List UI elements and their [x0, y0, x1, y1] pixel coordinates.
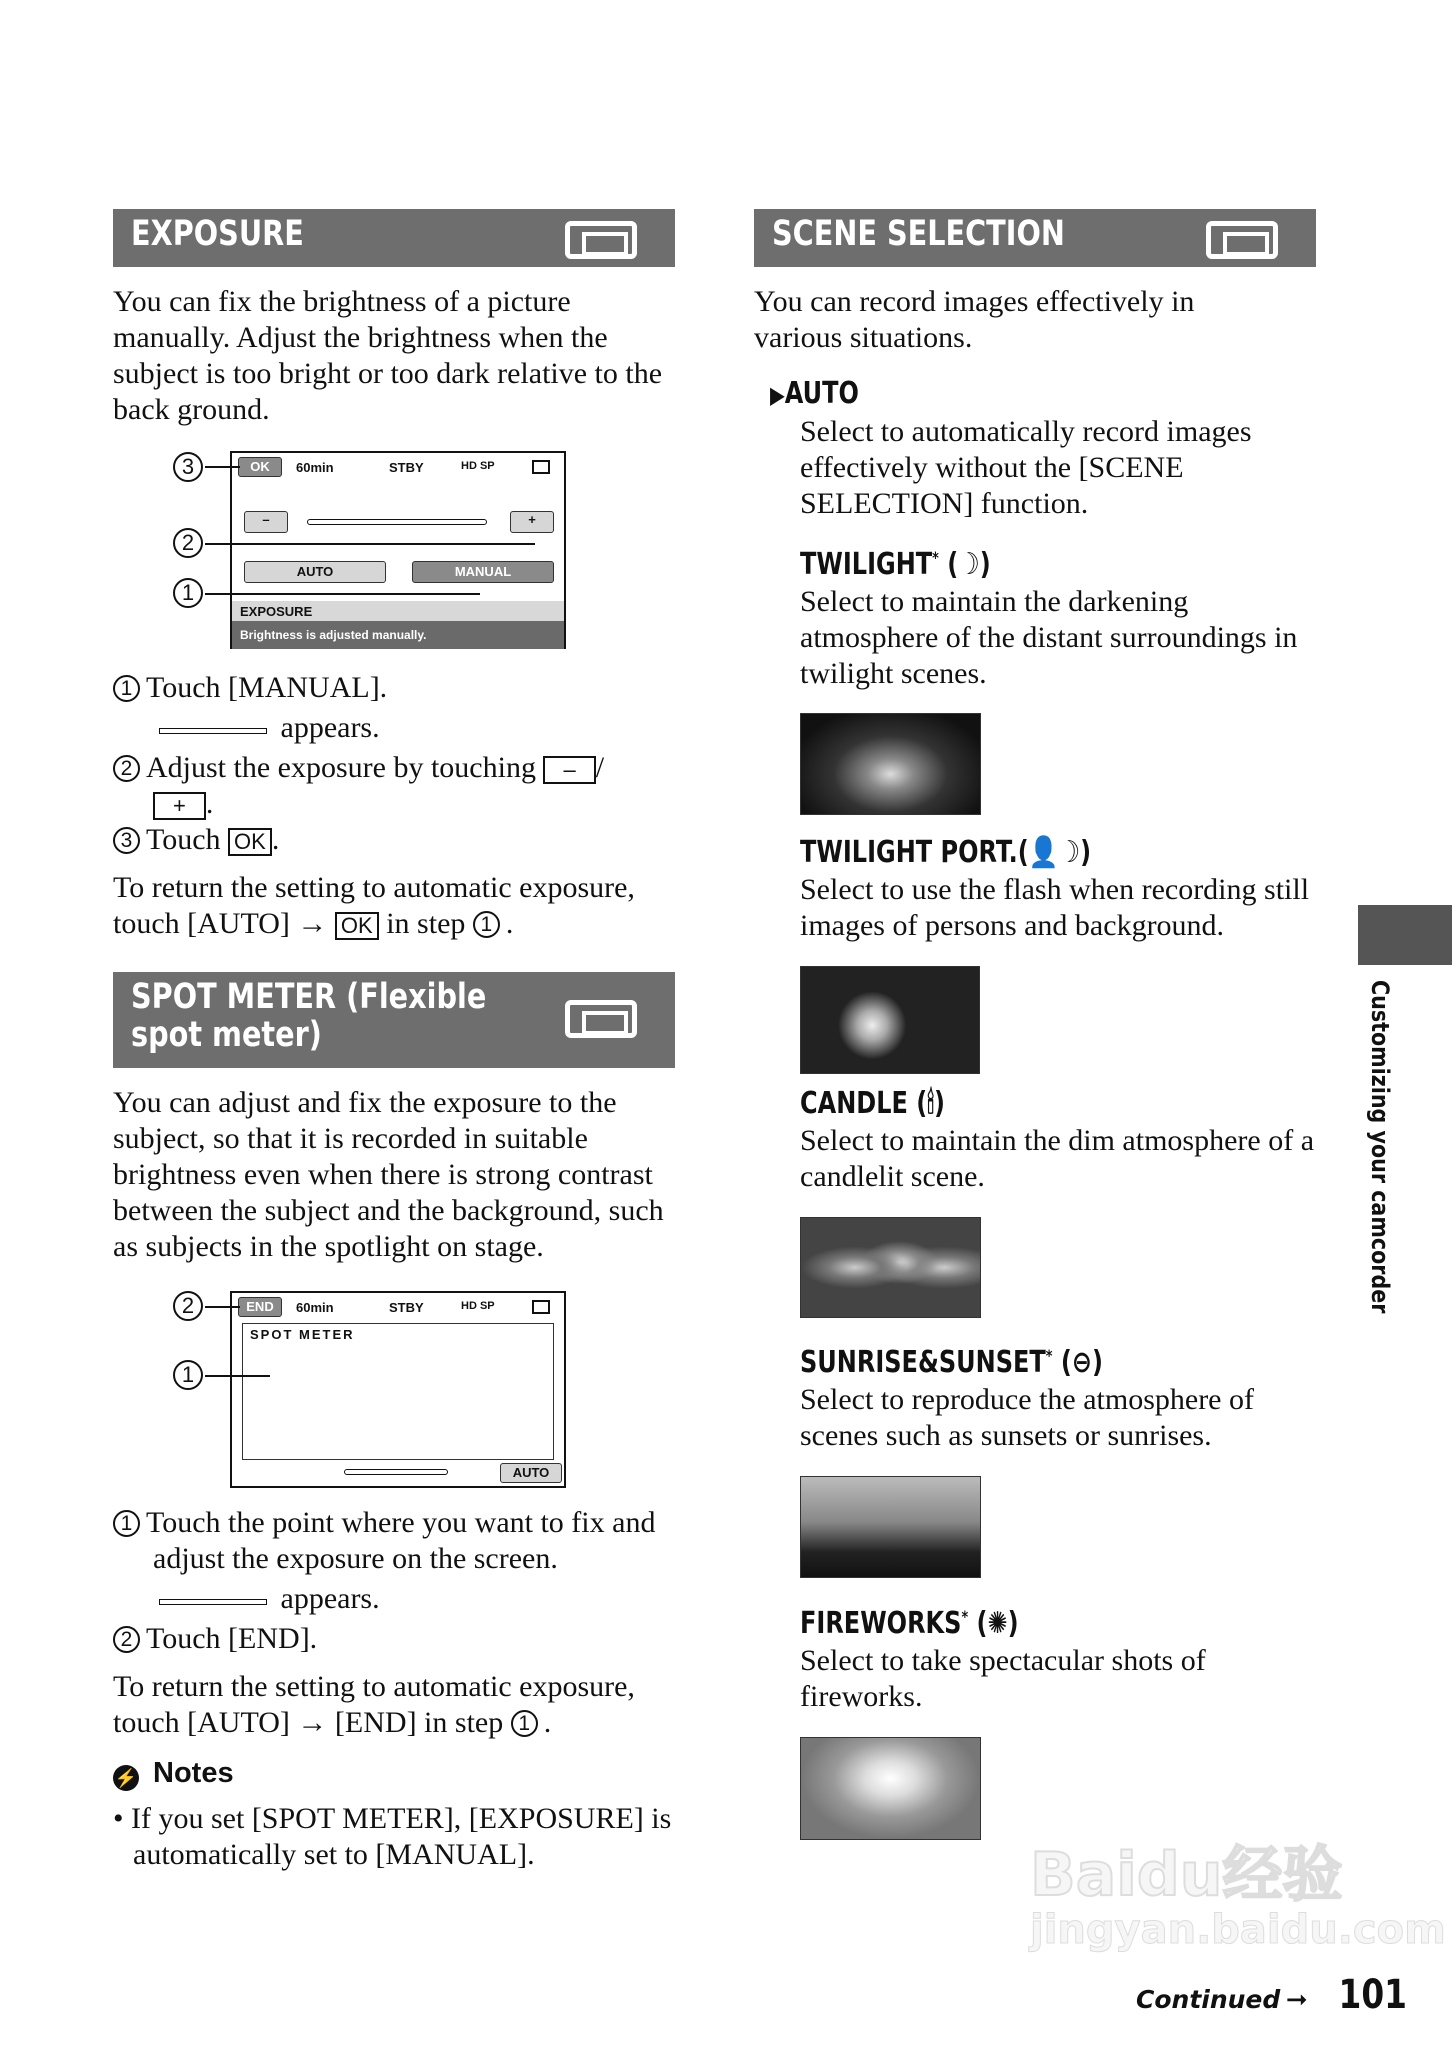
scene-item-twilight: TWILIGHT* (☽) Select to maintain the darkening atmosphere of the distant surroundings in twilight scenes.	[800, 547, 1298, 690]
exposure-bar-icon	[153, 725, 273, 735]
format-badge: HD SP	[461, 460, 495, 472]
movie-mode-icon	[565, 1000, 637, 1038]
notes-icon: ⚡	[113, 1765, 139, 1791]
page-number: 101	[1338, 1972, 1408, 2018]
lcd-label: EXPOSURE	[232, 601, 564, 621]
minus-button-ref: –	[543, 756, 595, 784]
twilight-portrait-photo	[800, 966, 980, 1074]
spot-label: SPOT METER	[250, 1327, 355, 1342]
callout-1: 1	[173, 1360, 203, 1390]
exposure-intro: You can fix the brightness of a picture manually. Adjust the brightness when the subject is too bright or too dark relative to the back ground.	[113, 285, 663, 426]
exposure-lcd-diagram	[113, 451, 683, 649]
auto-button: AUTO	[244, 561, 386, 583]
section-tab	[1358, 905, 1452, 965]
spot-slider	[344, 1469, 448, 1475]
notes-section: ⚡ Notes • If you set [SPOT METER], [EXPOSURE] is automatically set to [MANUAL].	[113, 1757, 672, 1871]
right-column	[754, 209, 1320, 1840]
footer	[1136, 1972, 1415, 2018]
lcd-message: Brightness is adjusted manually.	[232, 621, 564, 649]
callout-2: 2	[173, 528, 203, 558]
exposure-bar-icon	[153, 1596, 273, 1606]
fireworks-photo	[800, 1737, 981, 1840]
manual-button: MANUAL	[412, 561, 554, 583]
exposure-steps: 1 Touch [MANUAL]. appears. 2 Adjust the exposure by touching – / + . 3 Touch OK . To return the setting to automatic exposure, touch [AUTO] → OK in step 1 .	[113, 671, 635, 940]
callout-1: 1	[173, 578, 203, 608]
callout-3: 3	[173, 452, 203, 482]
memory-icon	[532, 1300, 550, 1314]
spot-meter-header: SPOT METER (Flexible spot meter)	[113, 972, 675, 1068]
plus-button-ref: +	[153, 792, 206, 820]
spot-lcd-diagram: END 60min STBY HD SP SPOT METER AUTO 2 1	[113, 1291, 683, 1488]
spot-frame	[242, 1323, 554, 1460]
spot-auto-button: AUTO	[500, 1463, 562, 1483]
twilight-photo	[800, 713, 981, 815]
section-tab-label: Customizing your camcorder	[1366, 980, 1394, 1314]
battery-remaining: 60min	[296, 460, 334, 475]
scene-item-sunrise-sunset: SUNRISE&SUNSET* (⊖) Select to reproduce the atmosphere of scenes such as sunsets or sunrises.	[800, 1345, 1254, 1452]
arrow-icon: ➞	[1285, 1985, 1308, 2015]
scene-item-fireworks: FIREWORKS* (✺) Select to take spectacular shots of fireworks.	[800, 1606, 1206, 1713]
memory-icon	[532, 460, 550, 474]
scene-intro: You can record images effectively in various situations.	[754, 285, 1195, 354]
moon-icon: ☽	[958, 547, 980, 582]
ok-button: OK	[238, 457, 282, 477]
sunset-photo	[800, 1476, 981, 1578]
left-column	[113, 209, 683, 1873]
continued-label: Continued	[1136, 1985, 1281, 2014]
spot-steps: 1 Touch the point where you want to fix and adjust the exposure on the screen. appears. 2 Touch [END]. To return the setting to automatic exposure, touch [AUTO] → [END] in step 1 .	[113, 1506, 656, 1739]
exposure-slider	[307, 519, 487, 525]
callout-2: 2	[173, 1291, 203, 1321]
scene-item-twilight-port: TWILIGHT PORT.(👤☽) Select to use the flash when recording still images of persons and background.	[800, 835, 1310, 942]
portrait-moon-icon: 👤☽	[1028, 835, 1081, 870]
plus-button: +	[510, 511, 554, 533]
movie-mode-icon	[565, 221, 637, 259]
end-button: END	[238, 1297, 282, 1317]
sunset-icon: ⊖	[1071, 1345, 1092, 1380]
candle-icon: 🕯	[927, 1086, 935, 1121]
spot-intro: You can adjust and fix the exposure to the subject, so that it is recorded in suitable brightness even when there is strong contrast between the subject and the background, such as subjects in the spotlight on stage.	[113, 1086, 664, 1263]
scene-item-auto: ▶AUTO Select to automatically record images effectively without the [SCENE SELECTION] function.	[770, 376, 1252, 520]
status-text: STBY	[389, 460, 424, 475]
watermark: Baidu经验 jingyan.baidu.com	[1030, 1840, 1446, 1953]
scene-selection-header: SCENE SELECTION	[754, 209, 1316, 267]
fireworks-icon: ✺	[987, 1606, 1008, 1641]
movie-mode-icon	[1206, 221, 1278, 259]
minus-button: –	[244, 511, 288, 533]
ok-button-ref: OK	[228, 828, 272, 856]
candle-photo	[800, 1217, 981, 1318]
exposure-header	[113, 209, 675, 267]
exposure-title: EXPOSURE	[131, 214, 304, 254]
scene-item-candle: CANDLE (🕯) Select to maintain the dim atmosphere of a candlelit scene.	[800, 1086, 1315, 1193]
